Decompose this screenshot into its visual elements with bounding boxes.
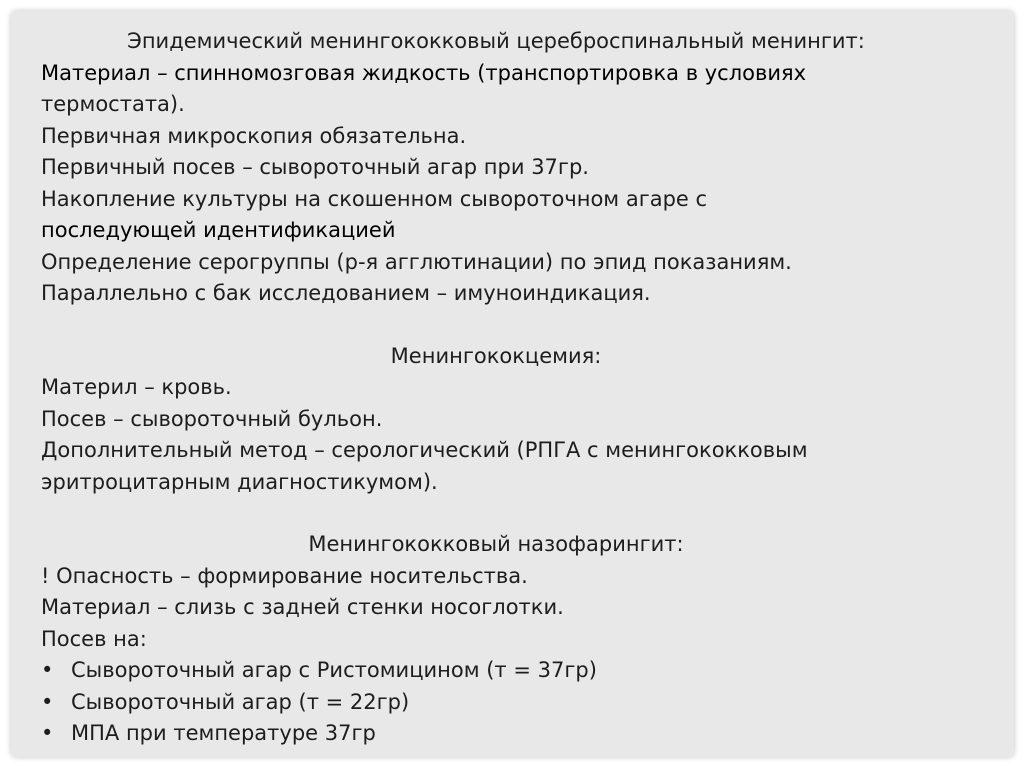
section1-material-line2: термостата).	[41, 92, 185, 116]
bullet-item-text: МПА при температуре 37гр	[71, 721, 376, 745]
section3-culture-label: Посев на:	[41, 626, 147, 651]
section1-accumulation-line1: Накопление культуры на скошенном сывороточном агаре с	[41, 186, 708, 211]
bullet-list-item	[41, 655, 951, 687]
section1-serogroup: Определение серогруппы (р-я агглютинации) по эпид показаниям.	[41, 249, 792, 274]
section3-danger: ! Опасность – формирование носительства.	[41, 563, 528, 588]
section1-parallel: Параллельно с бак исследованием – имуноиндикация.	[41, 281, 651, 305]
section1-accumulation-line2: последующей идентификацией	[41, 218, 396, 242]
section2-method-line2: эритроцитарным диагностикумом).	[41, 469, 438, 494]
section2-culture: Посев – сывороточный бульон.	[41, 406, 383, 431]
section3-heading: Менингококковый назофарингит:	[308, 532, 684, 556]
section-spacer	[41, 498, 951, 529]
slide	[11, 11, 1014, 757]
bullet-icon: •	[41, 721, 54, 745]
section2-method-line1: Дополнительный метод – серологический (РПГА с менингококковым	[41, 438, 808, 462]
section3-material: Материал – слизь с задней стенки носоглотки.	[41, 595, 564, 619]
section1-material-line1: Материал – спинномозговая жидкость (транспортировка в условиях	[41, 60, 807, 85]
bullet-icon: •	[41, 689, 54, 714]
slide-content	[41, 26, 951, 750]
bullet-icon: •	[41, 658, 54, 682]
section-spacer	[41, 310, 951, 341]
bullet-list-item	[41, 687, 951, 719]
bullet-list-item	[41, 718, 951, 750]
bullet-item-text: Сывороточный агар с Ристомицином (т = 37гр)	[71, 658, 597, 682]
section1-heading: Эпидемический менингококковый цереброспинальный менингит:	[127, 29, 865, 53]
section2-material: Материл – кровь.	[41, 375, 232, 399]
bullet-item-text: Сывороточный агар (т = 22гр)	[71, 689, 410, 714]
section1-primary-culture: Первичный посев – сывороточный агар при 37гр.	[41, 155, 589, 179]
section2-heading: Менингококцемия:	[390, 343, 602, 368]
section1-microscopy: Первичная микроскопия обязательна.	[41, 123, 467, 148]
